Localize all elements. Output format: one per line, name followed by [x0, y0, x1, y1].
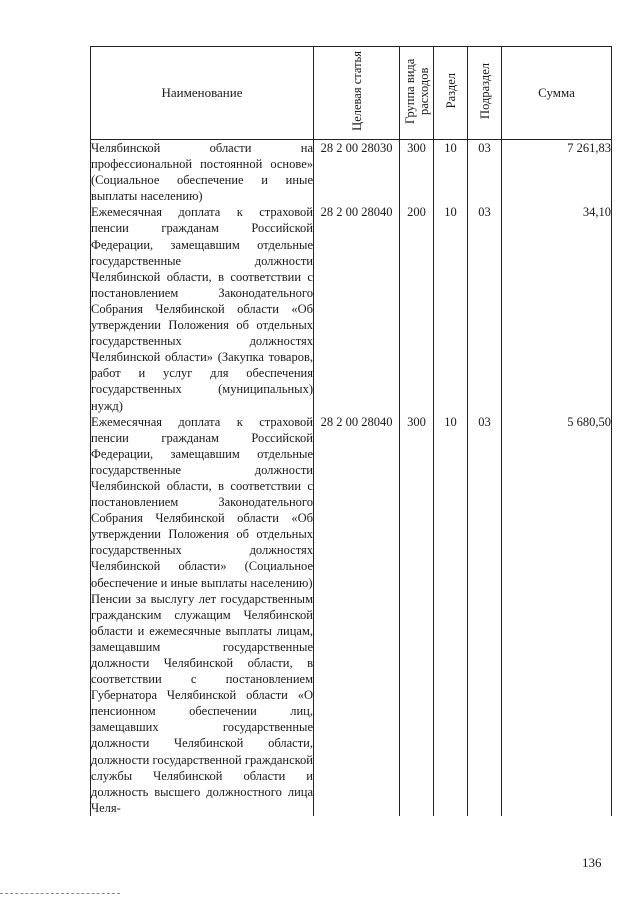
row-name: Челябинской области на профессиональной постоянной основе» (Социальное обеспечение и иные выплаты населению)	[91, 141, 313, 204]
row-section: 10	[434, 204, 468, 413]
row-sum: 5 680,50	[502, 414, 612, 591]
header-name: Наименование	[91, 47, 314, 140]
header-subsection: Подраздел	[468, 47, 502, 140]
row-group: 300	[400, 140, 434, 205]
row-group: 300	[400, 414, 434, 591]
table-header-row	[91, 47, 612, 140]
table-row	[91, 414, 612, 591]
row-section	[434, 591, 468, 816]
row-code	[314, 591, 400, 816]
row-group: 200	[400, 204, 434, 413]
header-sum: Сумма	[502, 47, 612, 140]
row-name: Ежемесячная доплата к страховой пенсии гражданам Российской Федерации, замещавшим отдельные государственные должности Челябинской области, в соответствии с постановлением Законодательного Собрания Челябинской области «Об утверждении Положения об отдельных государственных должностях Челябинской области» (Социальное обеспечение и иные выплаты населению)	[91, 414, 313, 590]
row-sum	[502, 591, 612, 816]
header-section: Раздел	[434, 47, 468, 140]
header-group: Группа вида расходов	[400, 47, 434, 140]
row-code: 28 2 00 28030	[314, 140, 400, 205]
page-number: 136	[582, 855, 602, 870]
row-section: 10	[434, 140, 468, 205]
table-row	[91, 140, 612, 205]
table-row	[91, 591, 612, 816]
row-group	[400, 591, 434, 816]
row-code: 28 2 00 28040	[314, 414, 400, 591]
row-sum: 7 261,83	[502, 140, 612, 205]
row-subsection	[468, 591, 502, 816]
row-code: 28 2 00 28040	[314, 204, 400, 413]
row-subsection: 03	[468, 140, 502, 205]
budget-table	[90, 46, 612, 816]
row-sum: 34,10	[502, 204, 612, 413]
footer-rule	[0, 893, 120, 895]
row-subsection: 03	[468, 204, 502, 413]
header-code: Целевая статья	[314, 47, 400, 140]
row-subsection: 03	[468, 414, 502, 591]
row-name: Ежемесячная доплата к страховой пенсии гражданам Российской Федерации, замещавшим отдельные государственные должности Челябинской области, в соответствии с постановлением Законодательного Собрания Челябинской области «Об утверждении Положения об отдельных государственных должностях Челябинской области» (Закупка товаров, работ и услуг для обеспечения государственных (муниципальных) нужд)	[91, 205, 313, 413]
row-section: 10	[434, 414, 468, 591]
table-row	[91, 204, 612, 413]
row-name: Пенсии за выслугу лет государственным гражданским служащим Челябинской области и ежемесячные выплаты лицам, замещавшим государственные должности Челябинской области, в соответствии с постановлением Губернатора Челябинской области «О пенсионном обеспечении лиц, замещавших государственные должности Челябинской области, должности государственной гражданской службы Челябинской области и должность высшего должностного лица Челя-	[91, 591, 313, 815]
